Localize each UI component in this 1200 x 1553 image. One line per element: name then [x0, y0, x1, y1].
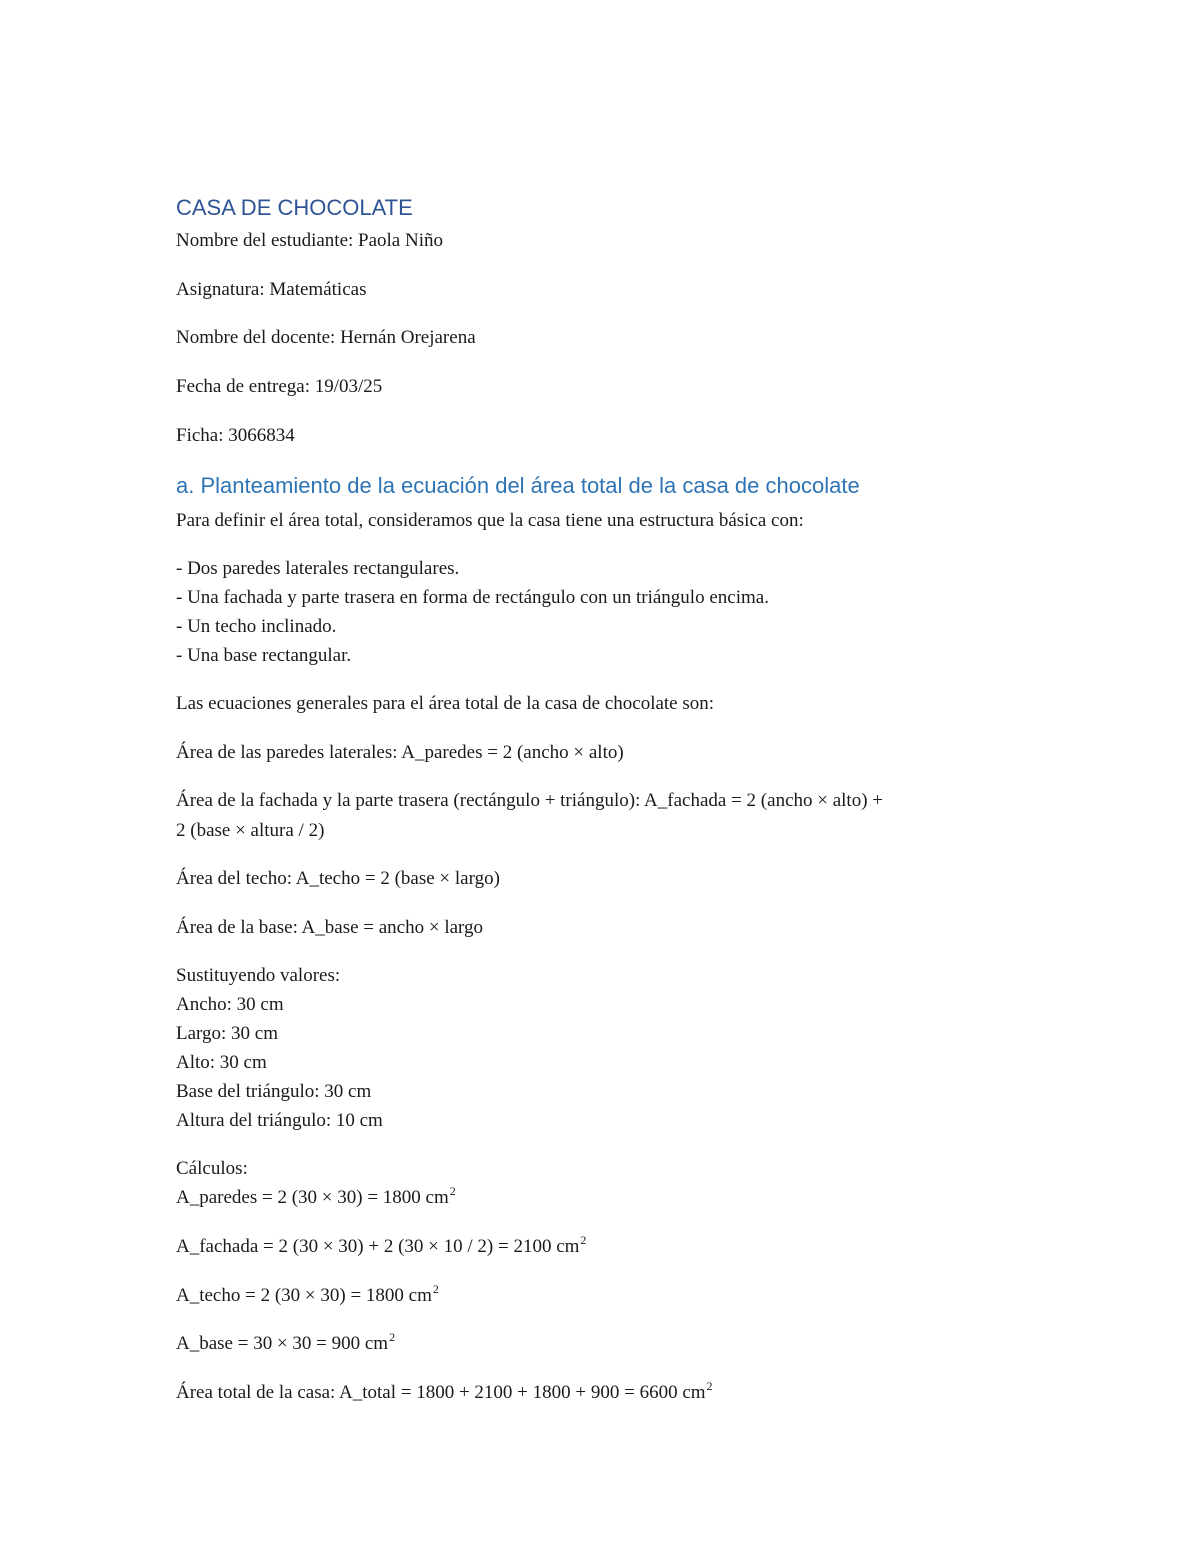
value-item: Largo: 30 cm [176, 1023, 279, 1044]
equation-fachada-line1: Área de la fachada y la parte trasera (rectángulo + triángulo): A_fachada = 2 (ancho × alto) + [176, 790, 883, 811]
equations-intro: Las ecuaciones generales para el área total de la casa de chocolate son: [176, 693, 715, 714]
superscript: 2 [580, 1233, 587, 1247]
intro-paragraph: Para definir el área total, consideramos que la casa tiene una estructura básica con: [176, 510, 804, 531]
superscript: 2 [449, 1184, 456, 1198]
calc-paredes [176, 1186, 456, 1211]
structure-item: - Una base rectangular. [176, 645, 352, 666]
student-name: Nombre del estudiante: Paola Niño [176, 230, 443, 251]
equation-base: Área de la base: A_base = ancho × largo [176, 917, 484, 938]
calc-fachada-text: A_fachada = 2 (30 × 30) + 2 (30 × 10 / 2) = 2100 cm [176, 1236, 580, 1257]
calc-techo-text: A_techo = 2 (30 × 30) = 1800 cm [176, 1285, 432, 1306]
calc-techo [176, 1284, 439, 1309]
teacher-name: Nombre del docente: Hernán Orejarena [176, 327, 476, 348]
value-item: Altura del triángulo: 10 cm [176, 1110, 383, 1131]
calc-total [176, 1381, 713, 1406]
ficha-number: Ficha: 3066834 [176, 425, 295, 446]
subject: Asignatura: Matemáticas [176, 279, 367, 300]
value-item: Alto: 30 cm [176, 1052, 267, 1073]
equation-fachada-line2: 2 (base × altura / 2) [176, 820, 325, 841]
calc-base-text: A_base = 30 × 30 = 900 cm [176, 1333, 389, 1354]
section-a-heading: a. Planteamiento de la ecuación del área total de la casa de chocolate [176, 473, 860, 498]
values-heading: Sustituyendo valores: [176, 965, 341, 986]
delivery-date: Fecha de entrega: 19/03/25 [176, 376, 383, 397]
calc-paredes-text: A_paredes = 2 (30 × 30) = 1800 cm [176, 1187, 449, 1208]
structure-item: - Una fachada y parte trasera en forma de rectángulo con un triángulo encima. [176, 587, 769, 608]
structure-item: - Un techo inclinado. [176, 616, 337, 637]
superscript: 2 [389, 1330, 396, 1344]
calculations-heading: Cálculos: [176, 1158, 248, 1179]
value-item: Ancho: 30 cm [176, 994, 284, 1015]
superscript: 2 [706, 1379, 713, 1393]
equation-paredes: Área de las paredes laterales: A_paredes = 2 (ancho × alto) [176, 742, 624, 763]
calc-total-text: Área total de la casa: A_total = 1800 + 2100 + 1800 + 900 = 6600 cm [176, 1382, 706, 1403]
equation-techo: Área del techo: A_techo = 2 (base × largo) [176, 868, 500, 889]
value-item: Base del triángulo: 30 cm [176, 1081, 372, 1102]
superscript: 2 [432, 1282, 439, 1296]
calc-fachada [176, 1235, 586, 1260]
structure-item: - Dos paredes laterales rectangulares. [176, 558, 460, 579]
calc-base [176, 1332, 395, 1357]
document-title: CASA DE CHOCOLATE [176, 195, 413, 220]
